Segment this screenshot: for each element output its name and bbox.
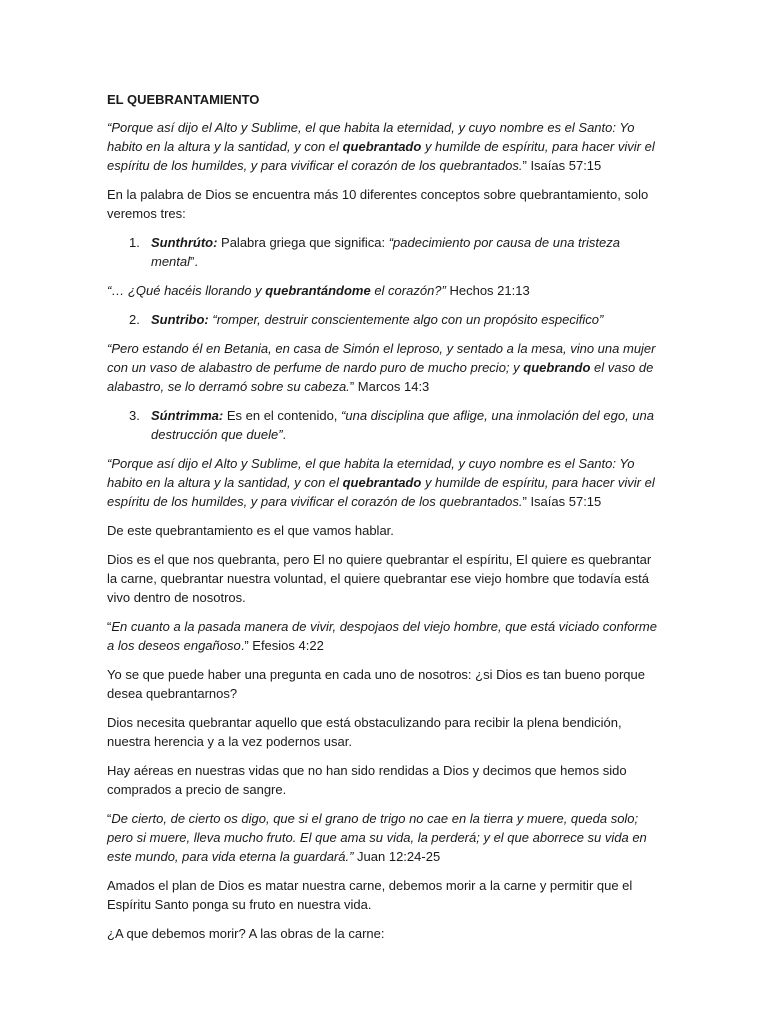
paragraph-efesios-quote (107, 617, 663, 655)
verse-reference: Hechos 21:13 (445, 283, 530, 298)
list-end: . (282, 427, 287, 442)
list-text: Es en el contenido, (223, 408, 342, 423)
quote-bold-word: quebrantado (342, 139, 422, 154)
quote-text: el vaso de alabastro, se lo derramó sobre su cabeza. (107, 360, 654, 394)
paragraph-isaias-quote-1 (107, 118, 663, 175)
verse-reference: ” Marcos 14:3 (349, 379, 430, 394)
list-quote: “una disciplina que aflige, una inmolación del ego, una destrucción que duele” (151, 408, 654, 442)
paragraph-dios-necesita: Dios necesita quebrantar aquello que está obstaculizando para recibir la plena bendición, nuestra herencia y a la vez podernos usar. (107, 715, 622, 749)
quote-text: De cierto, de cierto os digo, que si el grano de trigo no cae en la tierra y muere, queda solo; pero si muere, lleva mucho fruto. El que ama su vida, la perderá; y el que aborrece su vida en este mundo, para vida eterna la guardará.” (107, 811, 647, 864)
quote-text: “Pero estando él en Betania, en casa de Simón el leproso, y sentado a la mesa, vino una mujer con un vaso de alabastro de perfume de nardo puro de mucho precio; y (107, 341, 656, 375)
quote-text: “… ¿Qué hacéis llorando y (107, 283, 266, 298)
quote-open: “ (107, 619, 112, 634)
paragraph-pregunta: Yo se que puede haber una pregunta en cada uno de nosotros: ¿si Dios es tan bueno porque desea quebrantarnos? (107, 667, 645, 701)
paragraph-hechos-quote (107, 281, 663, 300)
list-number: 2. (129, 312, 140, 327)
document-title: EL QUEBRANTAMIENTO (107, 92, 260, 107)
paragraph-a-que-morir: ¿A que debemos morir? A las obras de la carne: (107, 926, 385, 941)
quote-bold-word: quebrantado (342, 475, 422, 490)
verse-reference: ” Isaías 57:15 (522, 494, 602, 509)
paragraph-intro: En la palabra de Dios se encuentra más 10 diferentes conceptos sobre quebrantamiento, solo veremos tres: (107, 187, 649, 221)
paragraph-isaias-quote-2 (107, 454, 663, 511)
list-number: 1. (129, 235, 140, 250)
quote-text: En cuanto a la pasada manera de vivir, despojaos del viejo hombre, que está viciado conforme a los deseos engañoso (107, 619, 657, 653)
paragraph-marcos-quote (107, 339, 663, 396)
list-term: Suntribo: (151, 312, 209, 327)
list-term: Sunthrúto: (151, 235, 218, 250)
list-term: Súntrimma: (151, 408, 224, 423)
quote-open: “ (107, 811, 112, 826)
verse-reference: ” Isaías 57:15 (522, 158, 602, 173)
paragraph-dios-quebranta: Dios es el que nos quebranta, pero El no quiere quebrantar el espíritu, El quiere es quebrantar la carne, quebrantar nuestra voluntad, el quiere quebrantar ese viejo hombre que todavía está vivo dentro de nosotros. (107, 552, 652, 605)
quote-text: el corazón?” (370, 283, 446, 298)
list-quote: “padecimiento por causa de una tristeza mental (151, 235, 620, 269)
list-end: ”. (190, 254, 198, 269)
quote-text: “Porque así dijo el Alto y Sublime, el que habita la eternidad, y cuyo nombre es el Santo: Yo habito en la altura y la santidad, y con el (107, 120, 635, 154)
paragraph-plan-de-dios: Amados el plan de Dios es matar nuestra carne, debemos morir a la carne y permitir que el Espíritu Santo ponga su fruto en nuestra vida. (107, 878, 633, 912)
list-item-suntrimma (107, 406, 663, 444)
list-text: Palabra griega que significa: (217, 235, 389, 250)
document-page (107, 90, 663, 953)
quote-text: y humilde de espíritu, para hacer vivir el espíritu de los humildes, y para vivificar el corazón de los quebrantados. (107, 475, 655, 509)
list-quote: “romper, destruir conscientemente algo con un propósito especifico” (208, 312, 604, 327)
paragraph-juan-quote (107, 809, 663, 866)
verse-reference: Juan 12:24-25 (353, 849, 441, 864)
list-item-suntribo (107, 310, 663, 329)
quote-text: y humilde de espíritu, para hacer vivir el espíritu de los humildes, y para vivificar el corazón de los quebrantados. (107, 139, 655, 173)
list-item-sunthruto (107, 233, 663, 271)
verse-reference: .” Efesios 4:22 (240, 638, 324, 653)
quote-bold-word: quebrantándome (265, 283, 371, 298)
quote-text: “Porque así dijo el Alto y Sublime, el que habita la eternidad, y cuyo nombre es el Santo: Yo habito en la altura y la santidad, y con el (107, 456, 635, 490)
paragraph-areas: Hay aéreas en nuestras vidas que no han sido rendidas a Dios y decimos que hemos sido comprados a precio de sangre. (107, 763, 627, 797)
list-number: 3. (129, 408, 140, 423)
quote-bold-word: quebrando (523, 360, 591, 375)
paragraph-de-este: De este quebrantamiento es el que vamos hablar. (107, 523, 394, 538)
